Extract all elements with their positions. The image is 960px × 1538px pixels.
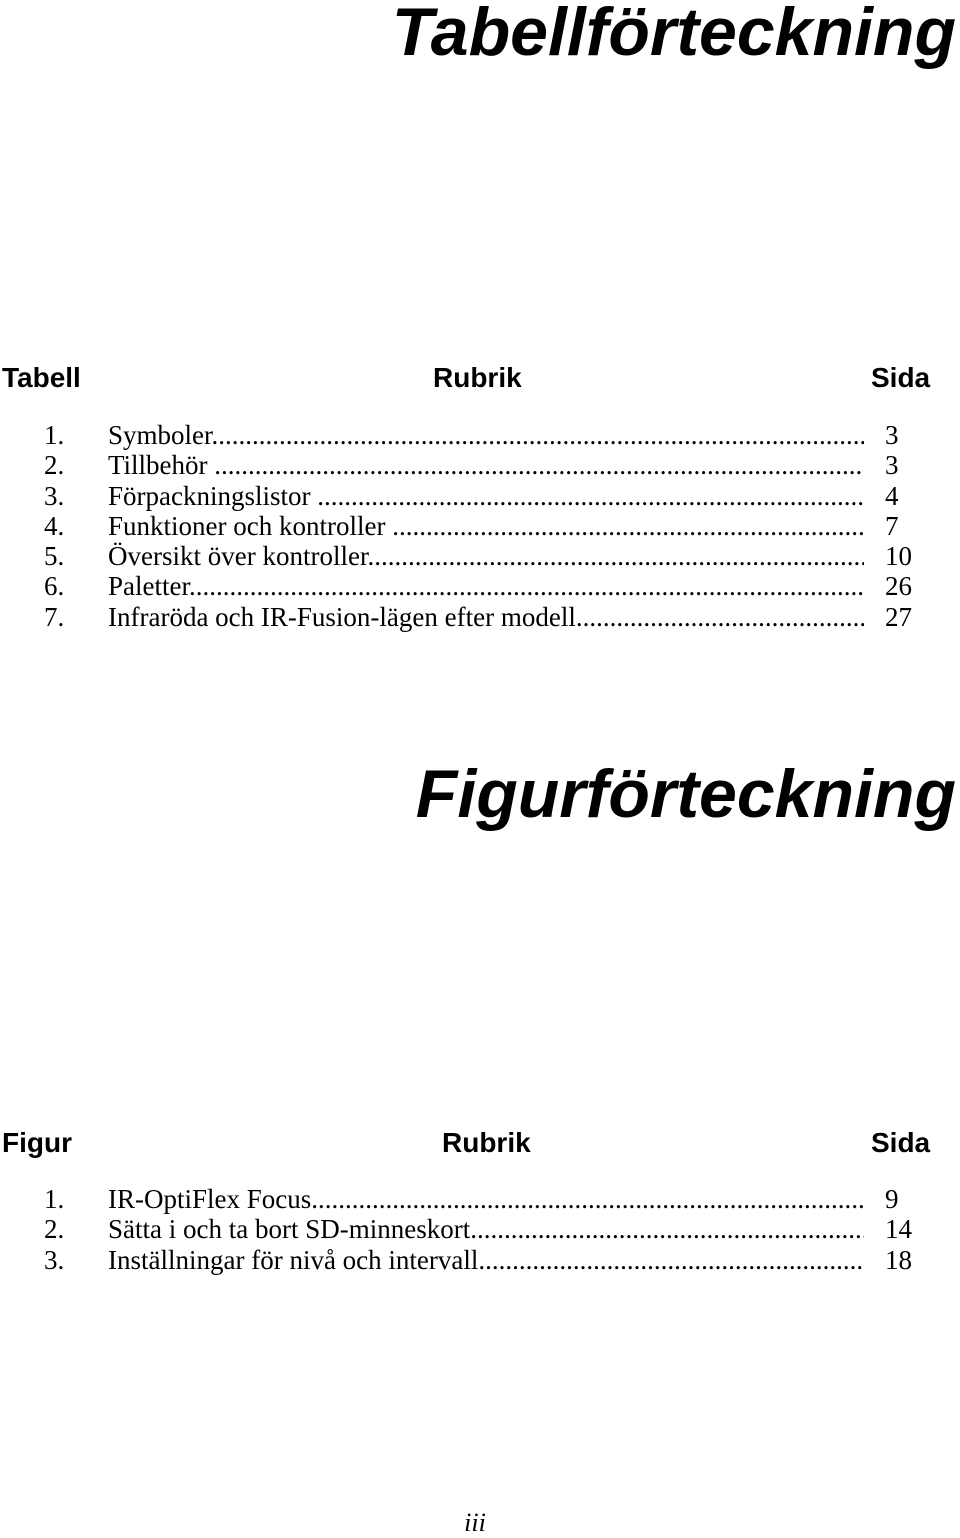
figures-column-title-header: Rubrik xyxy=(442,1127,531,1158)
toc-entry-page: 7 xyxy=(885,510,899,541)
toc-entry-title: Infraröda och IR-Fusion-lägen efter modell ..... xyxy=(108,602,864,632)
toc-entry-number: 2. xyxy=(44,1214,65,1245)
toc-entry-number: 3. xyxy=(44,480,65,511)
tables-list xyxy=(0,420,960,632)
toc-entry[interactable] xyxy=(0,602,960,632)
tables-heading: Tabellförteckning xyxy=(391,0,956,70)
toc-entry-number: 1. xyxy=(44,1184,65,1214)
tables-column-page-header: Sida xyxy=(871,362,931,393)
toc-entry-page: 3 xyxy=(885,420,899,450)
tables-column-number-header: Tabell xyxy=(2,362,81,393)
figures-column-number-header: Figur xyxy=(2,1127,72,1158)
toc-entry-number: 6. xyxy=(44,571,65,602)
toc-entry-page: 14 xyxy=(885,1214,912,1245)
figures-column-page-header: Sida xyxy=(871,1127,931,1158)
toc-entry-number: 1. xyxy=(44,420,65,450)
toc-entry-number: 2. xyxy=(44,450,65,481)
toc-entry-page: 18 xyxy=(885,1244,912,1275)
toc-entry-page: 27 xyxy=(885,601,912,632)
toc-entry-page: 4 xyxy=(885,480,899,511)
toc-entry-number: 4. xyxy=(44,510,65,541)
toc-entry-number: 3. xyxy=(44,1244,65,1275)
toc-entry[interactable] xyxy=(0,541,960,571)
toc-entry-number: 7. xyxy=(44,601,65,632)
toc-entry-number: 5. xyxy=(44,541,65,572)
toc-entry-title: IR-OptiFlex Focus ..... xyxy=(108,1184,864,1214)
toc-entry-title: Förpackningslistor ..... xyxy=(108,481,864,511)
toc-entry-title: Översikt över kontroller ..... xyxy=(108,541,864,571)
toc-entry[interactable] xyxy=(0,1184,960,1214)
toc-entry-title: Paletter ..... xyxy=(108,571,864,601)
toc-entry[interactable] xyxy=(0,420,960,450)
toc-entry-title: Funktioner och kontroller ..... xyxy=(108,511,864,541)
toc-entry-page: 3 xyxy=(885,450,899,481)
toc-entry-title: Inställningar för nivå och intervall ..... xyxy=(108,1245,864,1275)
toc-entry[interactable] xyxy=(0,511,960,541)
toc-entry-title: Sätta i och ta bort SD-minneskort ..... xyxy=(108,1214,864,1244)
toc-entry[interactable] xyxy=(0,1214,960,1244)
figures-heading: Figurförteckning xyxy=(415,756,956,832)
page-number: iii xyxy=(464,1508,486,1537)
toc-entry-page: 9 xyxy=(885,1184,899,1214)
toc-entry-title: Symboler ..... xyxy=(108,420,864,450)
toc-entry-page: 26 xyxy=(885,571,912,602)
tables-column-title-header: Rubrik xyxy=(433,362,522,393)
toc-entry[interactable] xyxy=(0,481,960,511)
toc-entry-title: Tillbehör ..... xyxy=(108,450,864,480)
figures-list xyxy=(0,1184,960,1275)
toc-entry-page: 10 xyxy=(885,541,912,572)
toc-entry[interactable] xyxy=(0,571,960,601)
toc-entry[interactable] xyxy=(0,450,960,480)
toc-entry[interactable] xyxy=(0,1245,960,1275)
